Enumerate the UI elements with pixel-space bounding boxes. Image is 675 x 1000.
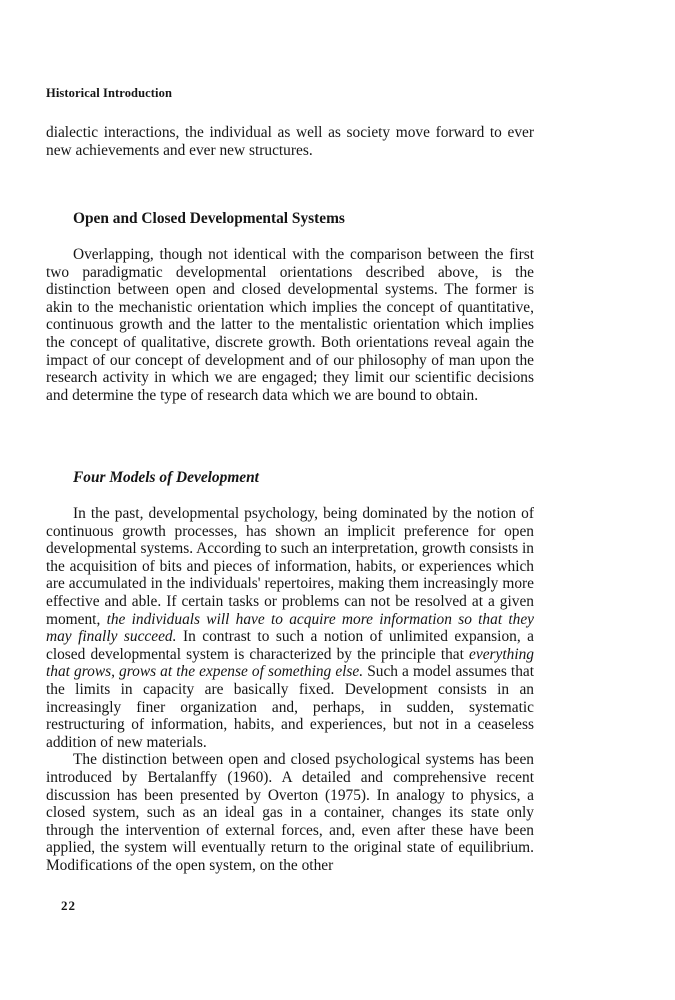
section-heading-open-closed: Open and Closed Developmental Systems: [73, 210, 345, 227]
page-number: 22: [61, 898, 76, 913]
p1-text-2: In contrast to such a notion of unlimited expansion, a closed developmental system is characterized by the principle that: [46, 628, 534, 663]
section1-body: [46, 246, 534, 404]
section-heading-four-models: Four Models of Development: [73, 469, 259, 486]
p1-italic-2: everything that grows, grows at the expense of something else.: [46, 645, 534, 681]
p1-text-3: Such a model assumes that the limits in capacity are basically fixed. Development consists in an increasingly finer organization and, perhaps, in sudden, systematic restructuring of information, habits, and experiences, but not in a ceaseless addition of new materials.: [46, 663, 534, 751]
section2-paragraph-2: The distinction between open and closed psychological systems has been introduced by Bertalanffy (1960). A detailed and comprehensive recent discussion has been presented by Overton (1975). In analogy to physics, a closed system, such as an ideal gas in a container, changes its state only through the intervention of external forces, and, even after these have been applied, the system will eventually return to the original state of equilibrium. Modifications of the open system, on the other: [46, 751, 534, 874]
continuation-text: dialectic interactions, the individual as well as society move forward to ever new achievements and ever new structures.: [46, 124, 534, 159]
p1-italic-1: the individuals will have to acquire more information so that they may finally succeed.: [46, 610, 534, 646]
running-head: Historical Introduction: [46, 86, 173, 100]
continuation-paragraph: [46, 124, 534, 159]
section1-paragraph: Overlapping, though not identical with the comparison between the first two paradigmatic developmental orientations described above, is the distinction between open and closed developmental systems. The former is akin to the mechanistic orientation which implies the concept of quantitative, continuous growth and the latter to the mentalistic orientation which implies the concept of qualitative, discrete growth. Both orientations reveal again the impact of our concept of development and of our philosophy of man upon the research activity in which we are engaged; they limit our scientific decisions and determine the type of research data which we are bound to obtain.: [46, 246, 534, 404]
section2-paragraph-1: [46, 505, 534, 751]
section2-body: [46, 505, 534, 874]
p1-text-1: In the past, developmental psychology, being dominated by the notion of continuous growth processes, has shown an implicit preference for open developmental systems. According to such an interpretation, growth consists in the acquisition of bits and pieces of information, habits, or experiences which are accumulated in the individuals' repertoires, making them increasingly more effective and able. If certain tasks or problems can not be resolved at a given moment,: [46, 505, 534, 628]
